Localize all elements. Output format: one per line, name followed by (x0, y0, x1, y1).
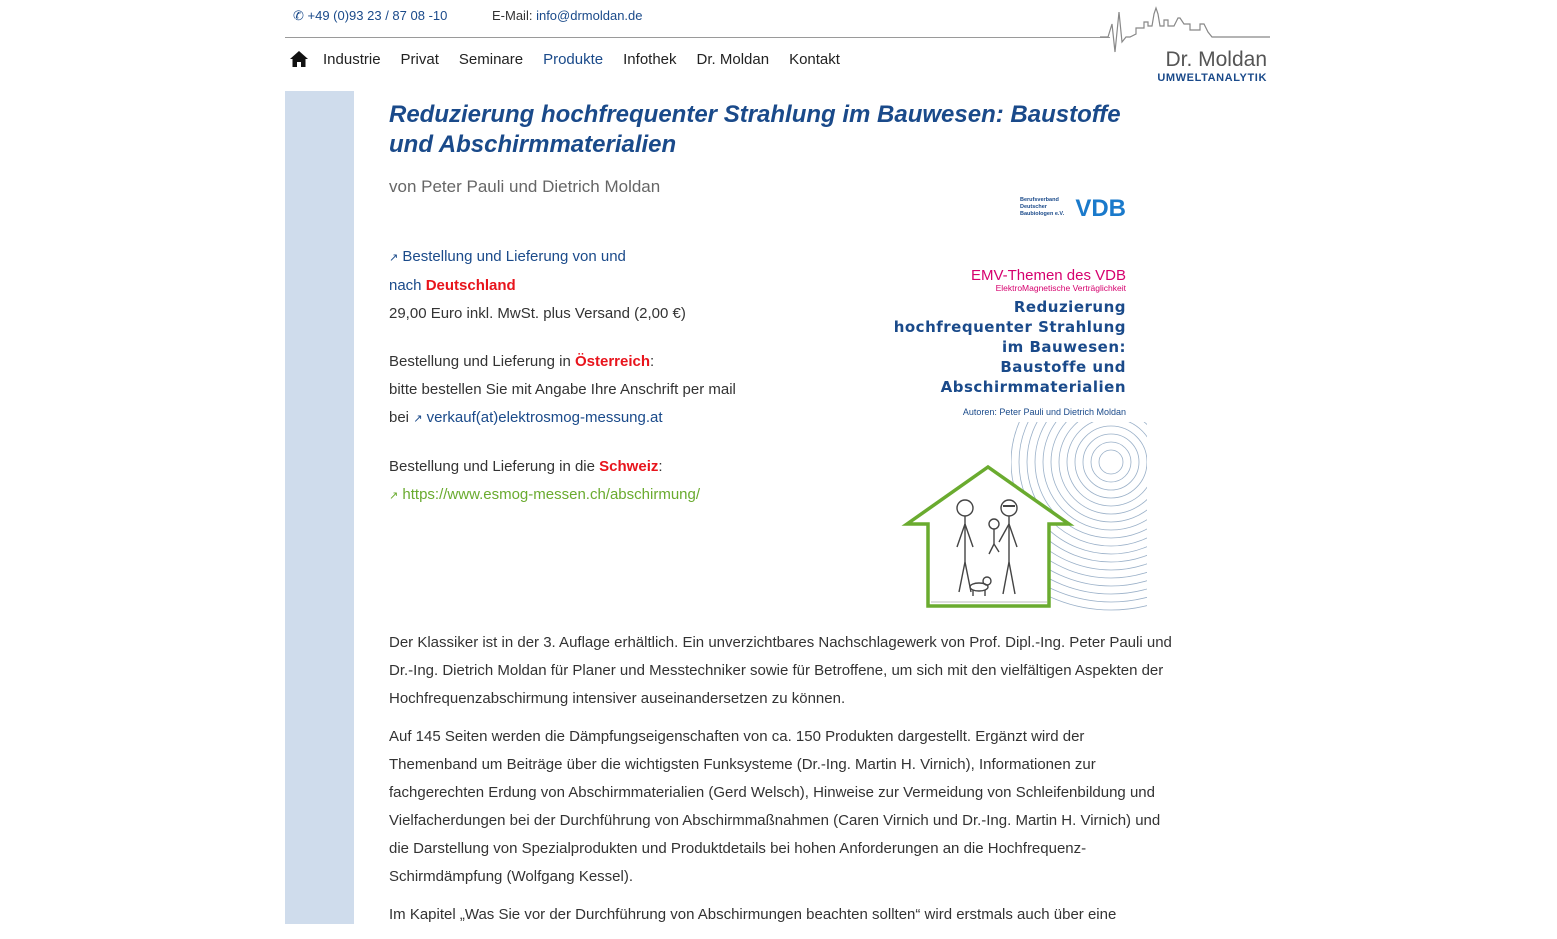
external-link-icon: ↗ (413, 413, 423, 425)
cover-authors: Autoren: Peter Pauli und Dietrich Moldan (962, 407, 1126, 417)
dr-moldan-logo[interactable] (1100, 4, 1270, 86)
house-illustration (907, 467, 1069, 606)
logo-sub: UMWELTANALYTIK (1157, 72, 1267, 84)
paragraph-2: Auf 145 Seiten werden die Dämpfungseigenschaften von ca. 150 Produkten dargestellt. Ergänzt wird der Themenband um Beiträge über die wichtigsten Funksysteme (Dr.-Ing. Martin H. Virnich), Informationen zur fachgerechten Erdung von Abschirmmaterialien (Gerd Welsch), Hinweise zur Vermeidung von Schleifenbildung und Vielfacherdungen bei der Durchführung von Abschirmmaßnahmen (Caren Virnich und Dr.-Ing. Martin H. Virnich) und die Darstellung von Spezialprodukten und Produktdetails bei hohen Anforderungen an die Hochfrequenz-Schirmdämpfung (Wolfgang Kessel). (389, 728, 1161, 885)
country-switzerland: Schweiz (599, 458, 659, 475)
vdb-big: VDB (1075, 195, 1126, 217)
vdb-small-1: Berufsverband (1020, 197, 1059, 203)
vdb-small-2: Deutscher (1020, 204, 1047, 210)
switzerland-colon: : (658, 458, 663, 475)
cover-title-5: Abschirmmaterialien (940, 378, 1126, 396)
cover-series: EMV-Themen des VDB (970, 267, 1126, 284)
main-nav (289, 48, 860, 70)
austria-instructions: bitte bestellen Sie mit Angabe Ihre Anschrift per mail (389, 381, 736, 398)
email-label: E-Mail: (492, 8, 533, 23)
paragraph-1: Der Klassiker ist in der 3. Auflage erhältlich. Ein unverzichtbares Nachschlagewerk von Prof. Dipl.-Ing. Peter Pauli und Dr.-Ing. Dietrich Moldan für Planer und Messtechniker sowie für Betroffene, um sich mit den vielfältigen Aspekten der Hochfrequenzabschirmung intensiver auseinandersetzen zu können. (389, 634, 1172, 707)
country-austria: Österreich (574, 353, 651, 370)
external-link-icon: ↗ (389, 490, 399, 502)
page-title: Reduzierung hochfrequenter Strahlung im Bauwesen: Baustoffe und Abschirmmaterialien (389, 101, 1121, 158)
paragraph-3: Im Kapitel „Was Sie vor der Durchführung von Abschirmungen beachten sollten“ wird erstmals auch über eine (389, 906, 1117, 923)
switzerland-link-text: https://www.esmog-messen.ch/abschirmung/ (402, 486, 701, 503)
order-switzerland (389, 453, 819, 510)
germany-price: 29,00 Euro inkl. MwSt. plus Versand (2,00 €) (389, 305, 686, 322)
nav-item-dr-moldan[interactable]: Dr. Moldan (696, 50, 770, 68)
nav-item-industrie[interactable]: Industrie (323, 50, 381, 68)
austria-bei: bei (389, 409, 410, 426)
country-germany: Deutschland (425, 277, 516, 294)
nav-item-infothek[interactable]: Infothek (623, 50, 677, 68)
germany-prefix: nach (389, 277, 422, 294)
switzerland-link[interactable] (389, 486, 700, 503)
phone-number[interactable]: ✆ +49 (0)93 23 / 87 08 -10 (293, 8, 448, 23)
austria-colon: : (650, 353, 655, 370)
logo-name: Dr. Moldan (1165, 48, 1267, 71)
order-germany (389, 243, 819, 328)
external-link-icon: ↗ (389, 252, 399, 264)
cover-title-1: Reduzierung (1013, 298, 1126, 316)
austria-email-link[interactable] (413, 409, 662, 426)
main-content (389, 100, 1179, 923)
author-byline: von Peter Pauli und Dietrich Moldan (389, 177, 661, 196)
order-germany-link-text: Bestellung und Lieferung von und (402, 248, 626, 265)
nav-item-privat[interactable]: Privat (400, 50, 439, 68)
email-block (492, 8, 643, 23)
email-link[interactable]: info@drmoldan.de (536, 8, 643, 23)
order-germany-link[interactable] (389, 248, 626, 265)
cover-title-4: Baustoffe und (1000, 358, 1126, 376)
nav-item-produkte[interactable]: Produkte (543, 50, 604, 68)
nav-item-seminare[interactable]: Seminare (458, 50, 524, 68)
home-icon[interactable] (289, 50, 309, 68)
contact-bar (293, 8, 643, 24)
cover-title-2: hochfrequenter Strahlung (893, 318, 1126, 336)
book-cover-image (861, 262, 1151, 612)
cover-title-3: im Bauwesen: (1001, 338, 1126, 356)
header-divider (285, 37, 1110, 38)
nav-item-kontakt[interactable]: Kontakt (789, 50, 840, 68)
order-info (389, 243, 819, 530)
austria-email-text: verkauf(at)elektrosmog-messung.at (426, 409, 663, 426)
vdb-small-3: Baubiologen e.V. (1020, 211, 1065, 217)
logo-pulse-line (1100, 8, 1270, 52)
sidebar-panel (285, 91, 354, 924)
cover-series-sub: ElektroMagnetische Verträglichkeit (995, 283, 1126, 293)
order-austria (389, 348, 819, 433)
switzerland-prefix: Bestellung und Lieferung in die (389, 458, 595, 475)
article-body (389, 629, 1174, 939)
vdb-logo[interactable] (1020, 195, 1128, 217)
austria-prefix: Bestellung und Lieferung in (389, 353, 571, 370)
